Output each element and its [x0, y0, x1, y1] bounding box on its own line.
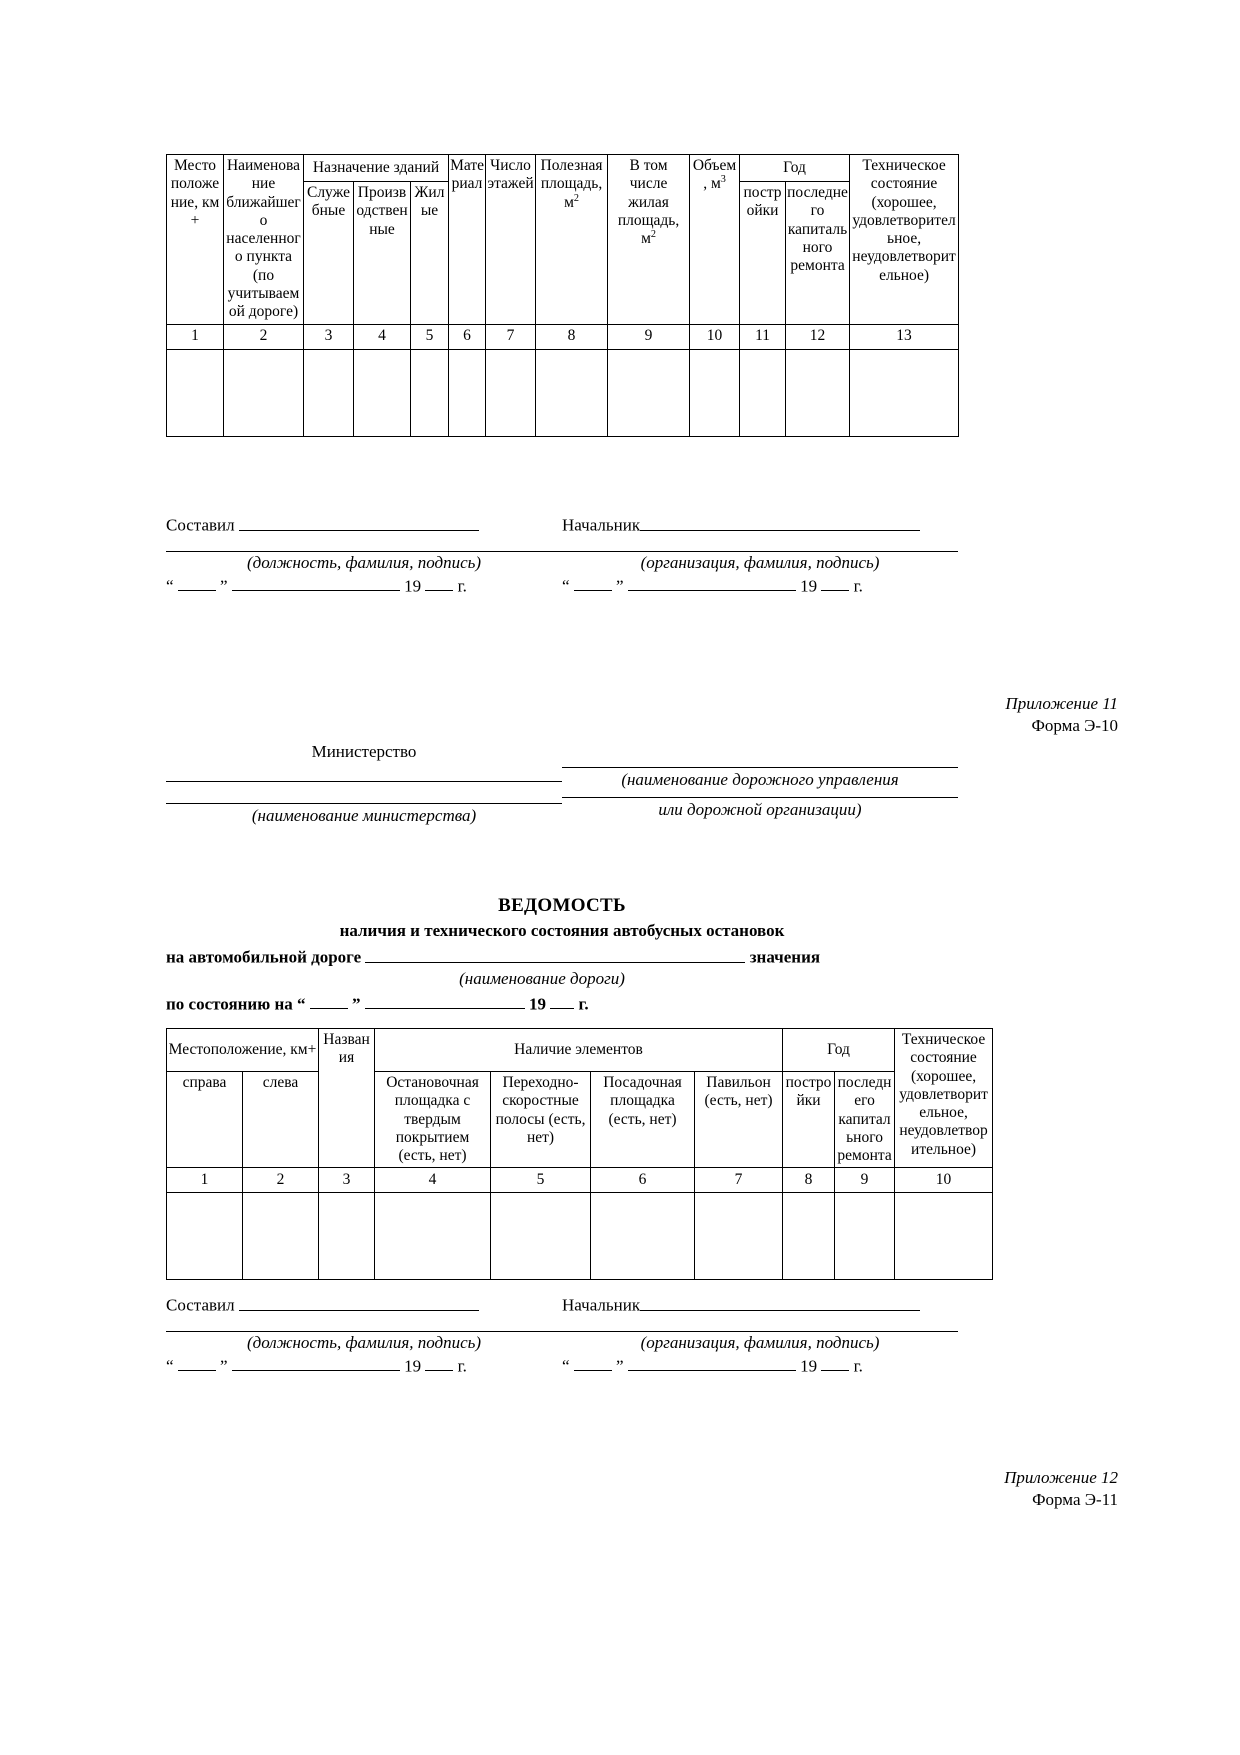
cell-empty[interactable] [695, 1193, 783, 1280]
cell-number: 3 [319, 1168, 375, 1193]
chief-year-blank[interactable] [821, 575, 849, 592]
bus-stops-table-container [166, 1028, 988, 1280]
vedomost-road-line: на автомобильной дороге значения [166, 947, 821, 967]
vedomost-day-blank[interactable] [310, 993, 348, 1010]
cell-empty[interactable] [783, 1193, 835, 1280]
signature-names-row [166, 1294, 958, 1376]
vedomost-title: ВЕДОМОСТЬ [498, 895, 626, 916]
cell-empty[interactable] [449, 349, 486, 436]
cell-header-boarding-platform: Посадочная площадка (есть, нет) [591, 1072, 695, 1168]
cell-empty[interactable] [850, 349, 959, 436]
compiler-date-line: “ ” 19 г. [166, 576, 467, 596]
cell-header-year-overhaul: последнего капитального ремонта [835, 1072, 895, 1168]
chief-label-line: Начальник [562, 1294, 958, 1316]
chief-signature-line[interactable] [640, 514, 920, 531]
compiler-caption: (должность, фамилия, подпись) [246, 1332, 482, 1352]
cell-header-residential: Жилые [411, 182, 449, 325]
cell-empty[interactable] [536, 349, 608, 436]
chief-date-line: “ ” 19 г. [562, 1356, 863, 1376]
cell-number: 7 [695, 1168, 783, 1193]
cell-empty[interactable] [835, 1193, 895, 1280]
ministry-blank-line-2[interactable] [166, 802, 562, 804]
vedomost-subtitle: наличия и технического состояния автобусных остановок [339, 921, 785, 940]
cell-header-building-purpose: Назначение зданий [304, 155, 449, 182]
cell-empty[interactable] [167, 1193, 243, 1280]
signature-chief-column [562, 514, 958, 596]
road-org-caption-line1: (наименование дорожного управления [621, 770, 899, 789]
chief-label-line: Начальник [562, 514, 958, 536]
cell-empty[interactable] [304, 349, 354, 436]
buildings-table-container [166, 154, 958, 437]
cell-header-living-area: В том числе жилая площадь, $м^2$ [608, 155, 690, 325]
table-row-empty[interactable] [167, 349, 959, 436]
cell-header-technical-condition: Техническое состояние (хорошее, удовлетворительное, неудовлетворительное) [895, 1029, 993, 1168]
compiler-day-blank[interactable] [178, 575, 216, 592]
cell-number: 4 [354, 324, 411, 349]
chief-month-blank[interactable] [628, 1355, 796, 1372]
cell-number: 7 [486, 324, 536, 349]
cell-header-volume: Объем, $м^3$ [690, 155, 740, 325]
cell-header-elements-group: Наличие элементов [375, 1029, 783, 1072]
compiler-month-blank[interactable] [232, 575, 400, 592]
cell-number: 11 [740, 324, 786, 349]
cell-number: 6 [449, 324, 486, 349]
compiler-caption-rule [166, 1330, 562, 1332]
cell-header-year-group: Год [740, 155, 850, 182]
table-row-numbers [167, 1168, 993, 1193]
appendix-number: Приложение 11 [1005, 694, 1118, 713]
cell-empty[interactable] [319, 1193, 375, 1280]
road-org-blank-line-2[interactable] [562, 796, 958, 798]
cell-number: 1 [167, 1168, 243, 1193]
cell-empty[interactable] [591, 1193, 695, 1280]
cell-header-speed-change-lanes: Переходно-скоростные полосы (есть, нет) [491, 1072, 591, 1168]
cell-header-technical-condition: Техническое состояние (хорошее, удовлетворительное, неудовлетворительное) [850, 155, 959, 325]
cell-number: 10 [895, 1168, 993, 1193]
cell-number: 5 [491, 1168, 591, 1193]
cell-header-location-group: Местоположение, км+ [167, 1029, 319, 1072]
signature-block-1 [166, 514, 958, 596]
vedomost-year-blank[interactable] [550, 993, 574, 1010]
signature-compiler-column [166, 1294, 562, 1376]
cell-header-right-side: справа [167, 1072, 243, 1168]
cell-number: 2 [224, 324, 304, 349]
ministry-blank-line-1[interactable] [166, 780, 562, 782]
compiler-year-blank[interactable] [425, 575, 453, 592]
cell-header-pavilion: Павильон (есть, нет) [695, 1072, 783, 1168]
cell-header-settlement: Наименование ближайшего населенного пункта (по учитываемой дороге) [224, 155, 304, 325]
road-name-blank[interactable] [365, 946, 745, 963]
cell-empty[interactable] [354, 349, 411, 436]
cell-number: 9 [608, 324, 690, 349]
chief-caption-rule [562, 550, 958, 552]
cell-number: 6 [591, 1168, 695, 1193]
table-row-empty[interactable] [167, 1193, 993, 1280]
ministry-title: Министерство [311, 742, 417, 761]
cell-empty[interactable] [740, 349, 786, 436]
compiler-label-line: Составил [166, 1294, 562, 1316]
compiler-day-blank[interactable] [178, 1355, 216, 1372]
signature-names-row [166, 514, 958, 596]
road-org-right-column [562, 742, 958, 826]
cell-number: 8 [783, 1168, 835, 1193]
cell-header-location: Место положение, км + [167, 155, 224, 325]
chief-year-blank[interactable] [821, 1355, 849, 1372]
cell-number: 5 [411, 324, 449, 349]
chief-signature-line[interactable] [640, 1294, 920, 1311]
road-org-blank-line-1[interactable] [562, 766, 958, 768]
cell-empty[interactable] [486, 349, 536, 436]
cell-empty[interactable] [411, 349, 449, 436]
appendix-label-12 [1004, 1467, 1118, 1511]
cell-empty[interactable] [786, 349, 850, 436]
compiler-signature-line[interactable] [239, 514, 479, 531]
bus-stops-table [166, 1028, 993, 1280]
cell-empty[interactable] [167, 349, 224, 436]
cell-header-year-built: постройки [783, 1072, 835, 1168]
vedomost-month-blank[interactable] [365, 993, 525, 1010]
signature-chief-column [562, 1294, 958, 1376]
cell-empty[interactable] [375, 1193, 491, 1280]
compiler-date-line: “ ” 19 г. [166, 1356, 467, 1376]
cell-number: 12 [786, 324, 850, 349]
ministry-header-row [166, 742, 958, 826]
cell-number: 13 [850, 324, 959, 349]
cell-header-year-built: постройки [740, 182, 786, 325]
compiler-caption-rule [166, 550, 562, 552]
cell-header-useful-area: Полезная площадь, $м^2$ [536, 155, 608, 325]
chief-day-blank[interactable] [574, 575, 612, 592]
cell-number: 10 [690, 324, 740, 349]
cell-header-production: Производственные [354, 182, 411, 325]
appendix-form: Форма Э-11 [1032, 1490, 1118, 1510]
chief-caption: (организация, фамилия, подпись) [640, 552, 880, 572]
cell-empty[interactable] [243, 1193, 319, 1280]
chief-caption-rule [562, 1330, 958, 1332]
appendix-label-11 [1005, 693, 1118, 737]
cell-empty[interactable] [690, 349, 740, 436]
cell-number: 3 [304, 324, 354, 349]
chief-day-blank[interactable] [574, 1355, 612, 1372]
road-name-caption: (наименование дороги) [459, 968, 625, 988]
signature-compiler-column [166, 514, 562, 596]
vedomost-date-line: по состоянию на “ ” 19 г. [166, 994, 589, 1014]
cell-header-year-group: Год [783, 1029, 895, 1072]
compiler-signature-line[interactable] [239, 1294, 479, 1311]
cell-header-year-overhaul: последнего капитального ремонта [786, 182, 850, 325]
ministry-caption: (наименование министерства) [251, 806, 477, 825]
table-row-group-header [167, 155, 959, 182]
cell-empty[interactable] [608, 349, 690, 436]
cell-header-name: Названия [319, 1029, 375, 1168]
cell-number: 2 [243, 1168, 319, 1193]
cell-number: 8 [536, 324, 608, 349]
compiler-year-blank[interactable] [425, 1355, 453, 1372]
cell-header-floors: Число этажей [486, 155, 536, 325]
cell-header-material: Материал [449, 155, 486, 325]
cell-empty[interactable] [224, 349, 304, 436]
road-org-caption-line2: или дорожной организации) [658, 800, 862, 819]
table-row-subheader [167, 1072, 993, 1168]
cell-number: 1 [167, 324, 224, 349]
table-row-numbers [167, 324, 959, 349]
chief-caption: (организация, фамилия, подпись) [640, 1332, 880, 1352]
signature-block-2 [166, 1294, 958, 1376]
chief-month-blank[interactable] [628, 575, 796, 592]
cell-header-stop-platform: Остановочная площадка с твердым покрытием (есть, нет) [375, 1072, 491, 1168]
vedomost-title-block [166, 895, 958, 1014]
buildings-table [166, 154, 959, 437]
ministry-left-column [166, 742, 562, 826]
cell-header-left-side: слева [243, 1072, 319, 1168]
table-row-group-header [167, 1029, 993, 1072]
cell-empty[interactable] [895, 1193, 993, 1280]
compiler-label-line: Составил [166, 514, 562, 536]
ministry-header-block [166, 742, 958, 826]
compiler-caption: (должность, фамилия, подпись) [246, 552, 482, 572]
cell-number: 9 [835, 1168, 895, 1193]
cell-header-service: Служебные [304, 182, 354, 325]
chief-date-line: “ ” 19 г. [562, 576, 863, 596]
appendix-form: Форма Э-10 [1031, 716, 1118, 736]
appendix-number: Приложение 12 [1004, 1468, 1118, 1487]
compiler-month-blank[interactable] [232, 1355, 400, 1372]
cell-number: 4 [375, 1168, 491, 1193]
cell-empty[interactable] [491, 1193, 591, 1280]
